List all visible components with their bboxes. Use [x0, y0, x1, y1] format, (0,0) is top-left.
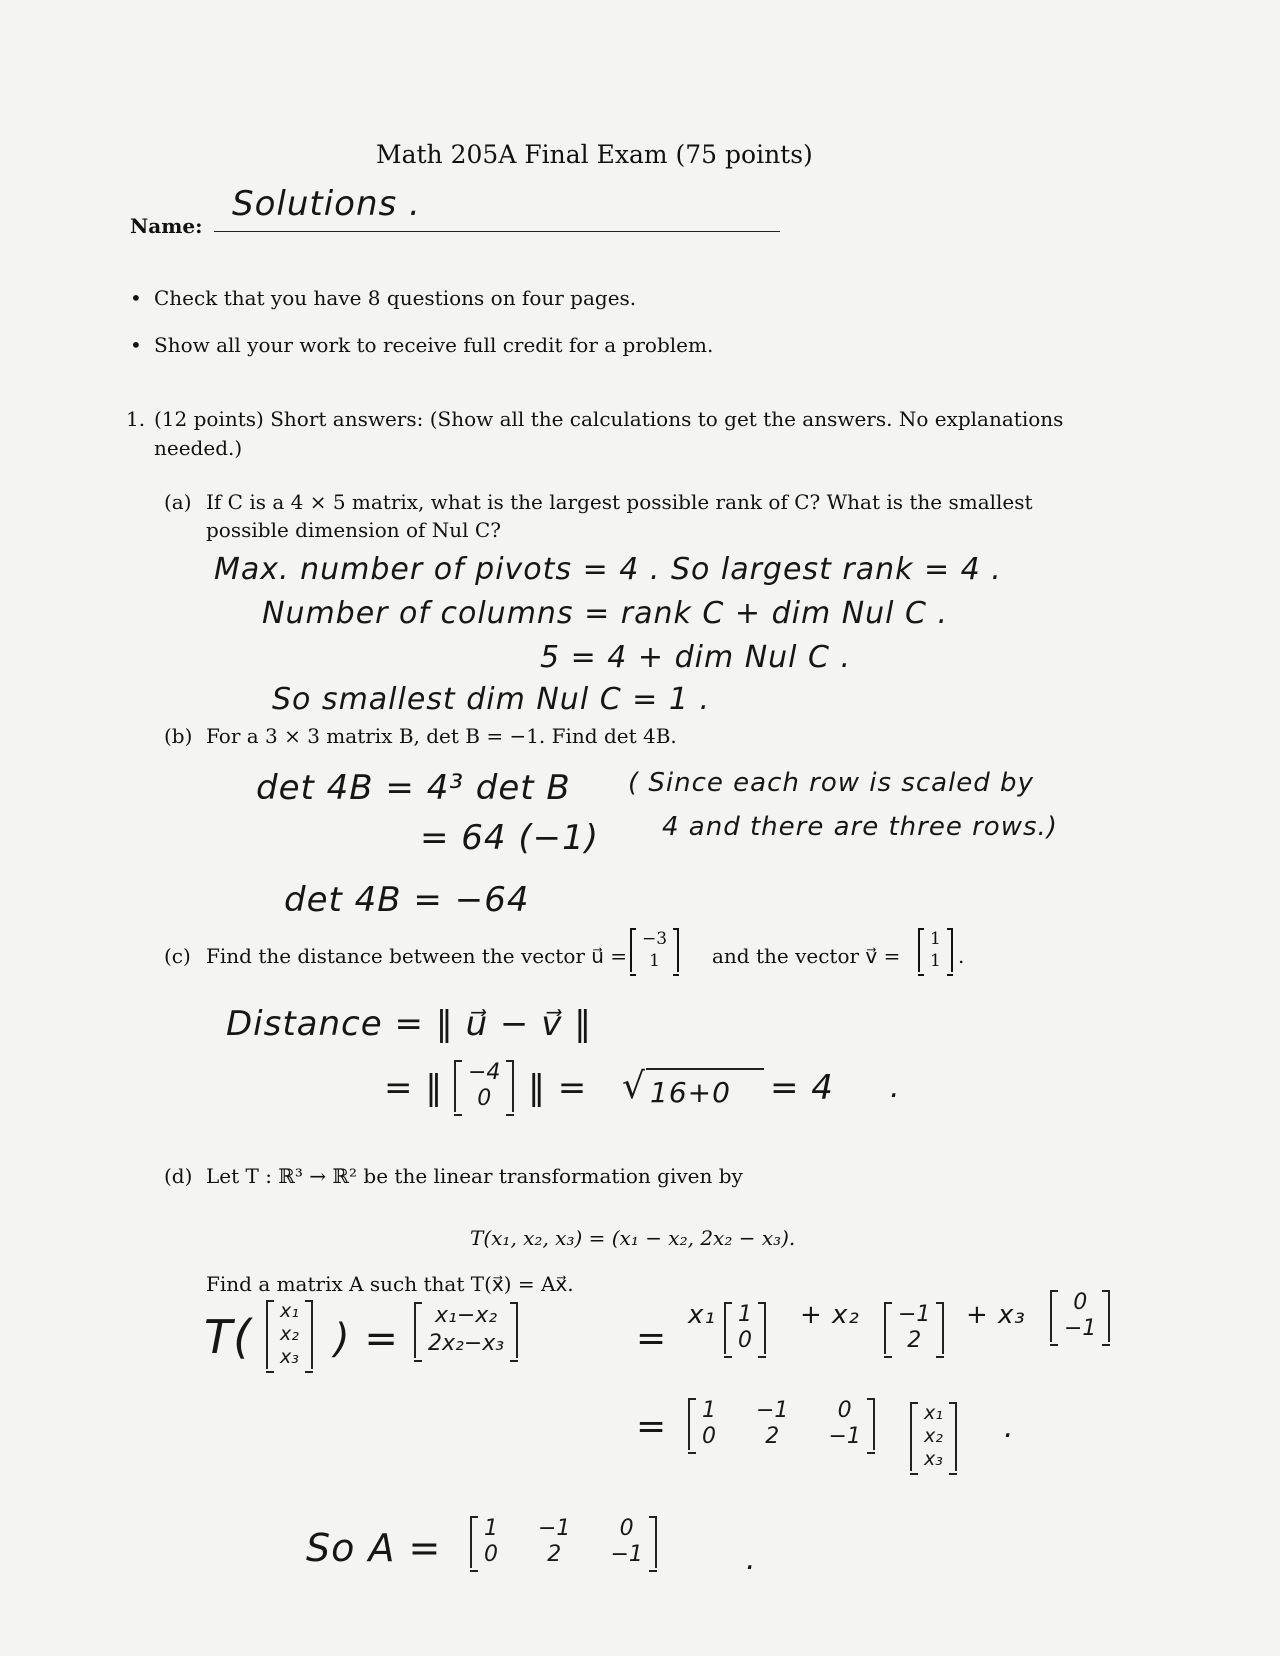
question-number: 1.: [126, 407, 146, 431]
vector-entry: 1: [738, 1302, 752, 1327]
matrix-entry: 0: [484, 1542, 498, 1567]
name-underline: [214, 231, 780, 232]
part-d-so: So A =: [306, 1526, 442, 1570]
coef-x3: + x₃: [966, 1300, 1026, 1330]
part-d-T: T(: [204, 1310, 253, 1364]
part-c-answer: Distance = ‖ u⃗ − v⃗ ‖: [226, 1004, 593, 1044]
vector-entry: −3: [642, 929, 668, 949]
vector-entry: 1: [930, 929, 941, 949]
part-c-answer: ‖ =: [528, 1068, 588, 1108]
part-b-label: (b): [164, 724, 193, 748]
part-c-prompt: and the vector v⃗ =: [712, 944, 901, 968]
vector-entry: −1: [898, 1302, 931, 1327]
part-a-answer: So smallest dim Nul C = 1 .: [272, 682, 711, 717]
matrix-entry: 0: [837, 1398, 852, 1423]
sqrt-icon: √: [622, 1066, 646, 1107]
part-b-note: ( Since each row is scaled by: [628, 768, 1034, 798]
name-value: Solutions .: [232, 184, 421, 224]
part-d-formula: T(x₁, x₂, x₃) = (x₁ − x₂, 2x₂ − x₃).: [470, 1226, 796, 1250]
vector-entry: x₁: [924, 1402, 943, 1424]
coef-x1: x₁: [688, 1300, 716, 1330]
part-d-period: .: [1004, 1410, 1015, 1445]
coef-x2: + x₂: [800, 1300, 860, 1330]
part-d-period: .: [746, 1542, 757, 1577]
vector-entry: 0: [1073, 1290, 1088, 1315]
question-text: (12 points) Short answers: (Show all the calculations to get the answers. No explanations: [154, 407, 1064, 431]
matrix-entry: 2: [765, 1424, 780, 1449]
part-c-result: = 4: [770, 1068, 834, 1108]
matrix-entry: −1: [756, 1398, 789, 1423]
matrix-entry: −1: [610, 1542, 643, 1567]
part-a-label: (a): [164, 490, 192, 514]
vector-entry: 0: [738, 1328, 752, 1353]
vector-entry: −4: [468, 1060, 501, 1085]
matrix-entry: −1: [828, 1424, 861, 1449]
part-a-prompt: possible dimension of Nul C?: [206, 518, 501, 542]
matrix-entry: 0: [702, 1424, 716, 1449]
vector-v: [918, 928, 953, 972]
final-matrix-a: [470, 1516, 657, 1568]
matrix-entry: 2: [547, 1542, 562, 1567]
part-d-eq: =: [636, 1318, 668, 1359]
sqrt-radicand: 16+0: [650, 1076, 731, 1109]
bullet-icon: •: [130, 333, 142, 357]
part-d-prompt: Find a matrix A such that T(x⃗) = Ax⃗.: [206, 1272, 574, 1296]
part-d-eq: =: [636, 1406, 668, 1447]
part-a-prompt: If C is a 4 × 5 matrix, what is the largest possible rank of C? What is the smallest: [206, 490, 1033, 514]
vector-entry: 1: [649, 951, 660, 971]
matrix-a-work: [688, 1398, 875, 1450]
difference-vector: [454, 1060, 514, 1112]
part-c-label: (c): [164, 944, 191, 968]
vector-entry: x₃: [924, 1448, 943, 1470]
column-2: [884, 1302, 944, 1354]
matrix-entry: 1: [702, 1398, 716, 1423]
bullet-icon: •: [130, 286, 142, 310]
vector-entry: 2: [907, 1328, 922, 1353]
part-d-prompt: Let T : ℝ³ → ℝ² be the linear transformation given by: [206, 1164, 743, 1188]
question-text: needed.): [154, 436, 243, 460]
instruction-item: Check that you have 8 questions on four pages.: [154, 286, 637, 310]
column-1: [724, 1302, 766, 1354]
exam-title: Math 205A Final Exam (75 points): [376, 140, 813, 169]
sqrt-bar: [646, 1068, 764, 1070]
column-3: [1050, 1290, 1110, 1342]
part-d-eq: ) =: [334, 1316, 399, 1362]
vector-entry: x₂: [924, 1425, 943, 1447]
instruction-item: Show all your work to receive full credit for a problem.: [154, 333, 714, 357]
part-b-answer: = 64 (−1): [420, 818, 600, 858]
part-c-answer: = ‖: [384, 1068, 444, 1108]
vector-entry: −1: [1064, 1316, 1097, 1341]
vector-entry: x₂: [280, 1323, 299, 1345]
part-b-note: 4 and there are three rows.): [662, 812, 1058, 842]
part-a-answer: Max. number of pivots = 4 . So largest rank = 4 .: [214, 552, 1002, 587]
part-c-period: .: [958, 944, 965, 968]
matrix-entry: −1: [538, 1516, 571, 1541]
matrix-entry: 1: [484, 1516, 498, 1541]
part-c-period: .: [890, 1070, 901, 1105]
x-vector: [910, 1402, 957, 1471]
part-a-answer: 5 = 4 + dim Nul C .: [540, 640, 852, 675]
part-b-prompt: For a 3 × 3 matrix B, det B = −1. Find det 4B.: [206, 724, 677, 748]
vector-u: [630, 928, 679, 972]
part-d-label: (d): [164, 1164, 193, 1188]
name-label: Name:: [130, 214, 203, 238]
image-vector: [414, 1302, 518, 1358]
part-b-answer: det 4B = 4³ det B: [256, 768, 571, 808]
vector-entry: 1: [930, 951, 941, 971]
matrix-entry: 0: [619, 1516, 634, 1541]
part-b-result: det 4B = −64: [284, 880, 530, 920]
x-vector: [266, 1300, 313, 1369]
part-a-answer: Number of columns = rank C + dim Nul C .: [262, 596, 949, 631]
vector-entry: 2x₂−x₃: [428, 1331, 505, 1356]
vector-entry: x₁−x₂: [434, 1303, 498, 1328]
part-c-prompt: Find the distance between the vector u⃗ =: [206, 944, 628, 968]
vector-entry: x₁: [280, 1300, 299, 1322]
vector-entry: 0: [477, 1086, 492, 1111]
vector-entry: x₃: [280, 1346, 299, 1368]
